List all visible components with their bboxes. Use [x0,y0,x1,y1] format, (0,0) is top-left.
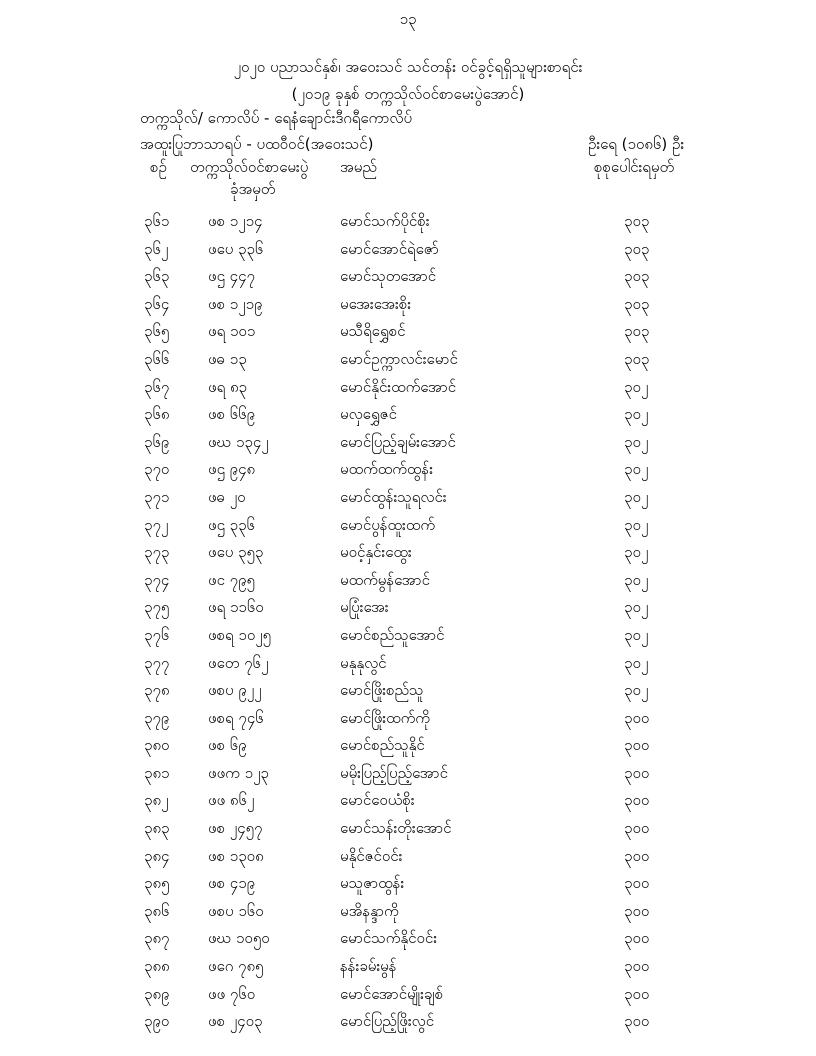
row-number: ၃၆၄ [144,294,170,313]
student-name: မောင်နိုင်းထက်အောင် [340,377,457,396]
total-score: ၃၀၂ [624,487,649,506]
row-number: ၃၈၄ [144,846,170,865]
total-score: ၃၀၀ [624,846,650,865]
table-row [0,429,816,457]
roll-number: ဖရ ၈၃ [208,377,247,396]
total-count-label: ဦးရေ (၁၀၈၆) ဦး [588,135,685,153]
total-score: ၃၀၃ [624,322,650,341]
column-header-roll: တက္ကသိုလ်ဝင်စာမေးပွဲ [190,158,309,176]
subject-label: အထူးပြုဘာသာရပ် - ပထဝီဝင်(အဝေးသင်) [140,135,374,153]
student-name: မနုနုလွင် [340,653,387,672]
table-row [0,401,816,429]
total-score: ၃၀၃ [624,212,650,230]
total-score: ၃၀၃ [624,349,650,368]
table-row [0,981,816,1009]
table-row [0,650,816,678]
total-score: ၃၀၂ [624,432,649,451]
table-row [0,263,816,291]
column-header-name: အမည် [340,158,377,176]
student-name: မောင်အောင်မျိုးချစ် [340,984,444,1003]
total-score: ၃၀၂ [624,681,649,700]
student-name: မောင်ထွန်းသူရလင်း [340,487,447,506]
student-name: မောင်ပွန်ထူးထက် [340,515,436,534]
row-number: ၃၇၃ [144,543,170,562]
table-row [0,346,816,374]
student-name: မအေးအေးစိုး [340,294,412,313]
table-row [0,870,816,898]
roll-number: ဖစ ၆၉ [208,736,247,755]
total-score: ၃၀၀ [624,708,650,727]
student-name: မသူဇာထွန်း [340,874,405,893]
row-number: ၃၆၇ [144,377,170,396]
row-number: ၃၈၃ [144,819,170,838]
row-number: ၃၈၆ [144,901,170,920]
row-number: ၃၈၇ [144,929,170,948]
table-row [0,1008,816,1036]
table-row [0,208,816,236]
roll-number: ဖဌ ၉၄၈ [208,460,256,479]
total-score: ၃၀၂ [624,598,649,617]
table-row [0,512,816,540]
row-number: ၃၈၀ [144,736,170,755]
total-score: ၃၀၀ [624,763,650,782]
roll-number: ဖစပ ၁၆၀ [208,901,264,920]
document-title: ၂၀၂၀ ပညာသင်နှစ်၊ အဝေးသင် သင်တန်း ဝင်ခွင့်ရရှိသူများစာရင်း [233,58,583,76]
roll-number: ဖစ ၁၂၁၄ [208,212,263,230]
row-number: ၃၇၀ [144,460,170,479]
table-row [0,732,816,760]
table-row [0,760,816,788]
row-number: ၃၇၇ [144,653,170,672]
student-name: နန်းခမ်းမွန် [340,957,397,976]
total-score: ၃၀၀ [624,901,650,920]
roll-number: ဖဂေ ၇၈၅ [208,957,264,976]
student-name: မောင်ဥက္ကာလင်းမောင် [340,349,458,368]
table-row [0,539,816,567]
row-number: ၃၆၉ [144,432,170,451]
student-name: မောင်စည်သူနိုင် [340,736,425,755]
student-name: မသီရိရွှေစင် [340,322,406,341]
roll-number: ဖစရ ၁၀၂၅ [208,625,272,644]
total-score: ၃၀၂ [624,377,649,396]
row-number: ၃၆၂ [144,239,169,258]
table-row [0,953,816,981]
row-number: ၃၈၁ [144,763,170,782]
student-name: မပြုံးအေး [340,598,389,617]
roll-number: ဖဓ ၁၃ [208,349,247,368]
student-name: မဝင့်နှင်းထွေး [340,543,412,562]
table-row [0,236,816,264]
student-name: မမိုးပြည့်ပြည့်အောင် [340,763,448,782]
row-number: ၃၇၂ [144,515,169,534]
roll-number: ဖစ ၂၄၀၃ [208,1012,263,1031]
column-header-roll-sub: ခုံအမှတ် [230,180,276,198]
student-name: မအိနန္ဒာကို [340,901,399,920]
total-score: ၃၀၂ [624,625,649,644]
total-score: ၃၀၀ [624,736,650,755]
roll-number: ဖစ ၁၂၁၉ [208,294,263,313]
total-score: ၃၀၀ [624,874,650,893]
table-row [0,815,816,843]
total-score: ၃၀၃ [624,294,650,313]
student-name: မောင်သုတအောင် [340,267,437,286]
table-row [0,567,816,595]
roll-number: ဖဖ ၇၆၀ [208,984,256,1003]
total-score: ၃၀၂ [624,570,649,589]
table-row [0,705,816,733]
table-row [0,898,816,926]
roll-number: ဖဃ ၁၃၄၂ [208,432,269,451]
roll-number: ဖပေ ၃၃၆ [208,239,264,258]
row-number: ၃၆၆ [144,349,170,368]
total-score: ၃၀၂ [624,653,649,672]
roll-number: ဖဌ ၄၄၇ [208,267,255,286]
student-name: မထက်ထက်ထွန်း [340,460,434,479]
table-row [0,456,816,484]
document-subtitle: (၂၀၁၉ ခုနှစ် တက္ကသိုလ်ဝင်စာမေးပွဲအောင်) [291,85,525,103]
table-row [0,677,816,705]
student-name: မောင်စည်သူအောင် [340,625,445,644]
total-score: ၃၀၀ [624,984,650,1003]
college-label: တက္ကသိုလ်/ ကောလိပ် - ရေနံချောင်းဒီဂရီကောလိပ် [140,109,413,127]
roll-number: ဖစ ၆၆၉ [208,405,256,424]
roll-number: ဖရ ၁၀၁ [208,322,256,341]
row-number: ၃၆၃ [144,267,170,286]
student-name: မောင်ပြည့်ချမ်းအောင် [340,432,456,451]
table-row [0,291,816,319]
table-row [0,622,816,650]
row-number: ၃၇၁ [144,487,170,506]
row-number: ၃၇၆ [144,625,170,644]
row-number: ၃၈၈ [144,957,170,976]
student-name: မနိုင်ဇင်ဝင်း [340,846,403,865]
column-header-score: စုစုပေါင်းရမှတ် [594,158,675,176]
student-name: မောင်ဖြိုးစည်သူ [340,681,424,700]
total-score: ၃၀၂ [624,405,649,424]
row-number: ၃၈၉ [144,984,170,1003]
total-score: ၃၀၂ [624,515,649,534]
row-number: ၃၇၈ [144,681,170,700]
student-name: မောင်သက်နိုင်ဝင်း [340,929,438,948]
total-score: ၃၀၃ [624,239,650,258]
row-number: ၃၆၈ [144,405,170,424]
table-row [0,374,816,402]
results-table [0,208,816,1036]
student-name: မထက်မွန်အောင် [340,570,430,589]
roll-number: ဖစ ၂၄၅၇ [208,819,263,838]
roll-number: ဖဌ ၃၃၆ [208,515,255,534]
student-name: မောင်ဝေယံစိုး [340,791,415,810]
total-score: ၃၀၂ [624,460,649,479]
roll-number: ဖရ ၁၁၆၀ [208,598,264,617]
total-score: ၃၀၀ [624,1012,650,1031]
student-name: မလှရွှေဇင် [340,405,397,424]
roll-number: ဖစရ ၇၄၆ [208,708,264,727]
roll-number: ဖစပ ၉၂၂ [208,681,262,700]
column-header-no: စဉ် [150,158,167,176]
row-number: ၃၆၅ [144,322,170,341]
row-number: ၃၇၉ [144,708,170,727]
roll-number: ဖဓ ၂၀ [208,487,246,506]
student-name: မောင်သက်ပိုင်စိုး [340,212,430,230]
row-number: ၃၆၁ [144,212,170,230]
table-row [0,594,816,622]
roll-number: ဖင ၇၉၅ [208,570,255,589]
student-name: မောင်ပြည့်ဖြိုးလွင် [340,1012,435,1031]
table-row [0,484,816,512]
student-name: မောင်ဖြိုးထက်ကို [340,708,430,727]
table-row [0,925,816,953]
student-name: မောင်အောင်ရဲဇော် [340,239,439,258]
page-number: ၁၃ [399,10,417,28]
total-score: ၃၀၀ [624,929,650,948]
roll-number: ဖစ ၁၃၀၈ [208,846,264,865]
row-number: ၃၈၂ [144,791,169,810]
table-row [0,843,816,871]
roll-number: ဖဖက ၁၂၃ [208,763,269,782]
roll-number: ဖပေ ၃၅၃ [208,543,264,562]
row-number: ၃၈၅ [144,874,170,893]
roll-number: ဖဃ ၁၀၅၀ [208,929,270,948]
total-score: ၃၀၀ [624,819,650,838]
roll-number: ဖဖ ၈၆၂ [208,791,255,810]
roll-number: ဖစ ၄၁၉ [208,874,256,893]
roll-number: ဖတေ ၇၆၂ [208,653,269,672]
total-score: ၃၀၃ [624,267,650,286]
table-row [0,787,816,815]
row-number: ၃၉၀ [144,1012,170,1031]
total-score: ၃၀၂ [624,543,649,562]
total-score: ၃၀၀ [624,957,650,976]
table-row [0,318,816,346]
row-number: ၃၇၄ [144,570,170,589]
student-name: မောင်သန်းတိုးအောင် [340,819,452,838]
total-score: ၃၀၀ [624,791,650,810]
row-number: ၃၇၅ [144,598,170,617]
